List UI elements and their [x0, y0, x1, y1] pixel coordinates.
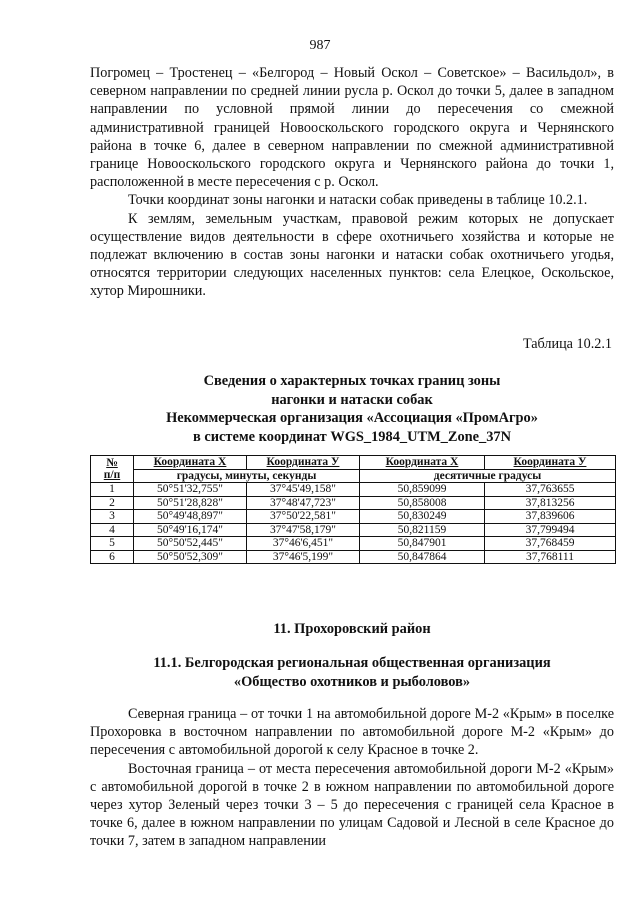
table-title-line-4: в системе координат WGS_1984_UTM_Zone_37N: [192, 428, 512, 445]
table-cell-n: 5: [91, 537, 134, 551]
table-title-line-1: Сведения о характерных точках границ зоны: [203, 373, 501, 389]
table-cell-n: 1: [91, 483, 134, 497]
table-row: [91, 537, 616, 551]
table-cell-x-dms: 50°49'48,897": [134, 510, 247, 524]
table-cell-x-dec: 50,830249: [360, 510, 485, 524]
body-paragraph-1: Северная граница – от точки 1 на автомобильной дороге М-2 «Крым» в поселке Прохоровка в восточном направлении по автомобильной дороге М-2 «Крым» до пересечения с автомобильной дорогой к селу Красное в точке 2.: [90, 706, 614, 759]
table-cell-n: 4: [91, 523, 134, 537]
header-number: [91, 456, 134, 483]
table-row: [91, 523, 616, 537]
subsection-heading: [90, 654, 614, 691]
table-cell-n: 2: [91, 496, 134, 510]
table-cell-y-dec: 37,763655: [485, 483, 616, 497]
table-cell-y-dms: 37°45'49,158": [247, 483, 360, 497]
table-cell-y-dec: 37,813256: [485, 496, 616, 510]
section-heading: 11. Прохоровский район: [273, 621, 431, 637]
table-body: [91, 483, 616, 564]
header-dec-units: десятичные градусы: [360, 469, 616, 483]
table-caption: Таблица 10.2.1: [522, 336, 612, 352]
body-text: [90, 705, 614, 851]
header-number-line-2: п/п: [103, 469, 121, 481]
table-cell-x-dec: 50,859099: [360, 483, 485, 497]
subsection-heading-line-1: 11.1. Белгородская региональная общественная организация: [153, 655, 551, 671]
table-cell-x-dms: 50°51'28,828": [134, 496, 247, 510]
header-y-dms: Координата У: [247, 456, 360, 470]
table-row: [91, 550, 616, 564]
table-cell-x-dec: 50,858008: [360, 496, 485, 510]
subsection-heading-line-2: «Общество охотников и рыболовов»: [233, 673, 471, 690]
table-cell-y-dec: 37,768459: [485, 537, 616, 551]
table-cell-x-dec: 50,821159: [360, 523, 485, 537]
page-number: 987: [309, 38, 331, 53]
table-cell-n: 3: [91, 510, 134, 524]
header-y-dec: Координата У: [485, 456, 616, 470]
table-row: [91, 510, 616, 524]
table-cell-y-dec: 37,839606: [485, 510, 616, 524]
table-title-line-3: Некоммерческая организация «Ассоциация «ПромАгро»: [166, 410, 538, 426]
table-cell-y-dms: 37°46'6,451": [247, 537, 360, 551]
table-cell-x-dec: 50,847901: [360, 537, 485, 551]
coordinates-table: [90, 455, 616, 564]
table-title: [90, 372, 614, 446]
table-row: [91, 483, 616, 497]
table-cell-x-dms: 50°51'32,755": [134, 483, 247, 497]
table-cell-y-dms: 37°48'47,723": [247, 496, 360, 510]
table-cell-x-dms: 50°49'16,174": [134, 523, 247, 537]
table-cell-n: 6: [91, 550, 134, 564]
intro-paragraph-3: К землям, земельным участкам, правовой режим которых не допускает осуществление видов деятельности в сфере охотничьего хозяйства и которые не подлежат включению в состав зоны нагонки и натаски собак охотничьего угодья, относятся территории следующих населенных пунктов: села Елецкое, Оскольское, хутор Мирошники.: [90, 210, 614, 300]
table-units-row: [91, 469, 616, 483]
table-cell-y-dms: 37°50'22,581": [247, 510, 360, 524]
header-x-dec: Координата X: [360, 456, 485, 470]
table-cell-y-dms: 37°47'58,179": [247, 523, 360, 537]
table-header-row: [91, 456, 616, 470]
header-dms-units: градусы, минуты, секунды: [134, 469, 360, 483]
intro-text: [90, 64, 614, 301]
table-title-line-2: нагонки и натаски собак: [271, 391, 433, 408]
body-paragraph-2: Восточная граница – от места пересечения автомобильной дороги М-2 «Крым» с автомобильной дорогой в точке 2 в южном направлении по автомобильной дороге через хутор Зеленый через точки 3 – 5 до пересечения с границей села Красное в точке 6, далее в южном направлении по улицам Садовой и Лесной в селе Красное до точки 7, затем в западном направлении: [90, 760, 614, 850]
intro-paragraph-1: Погромец – Тростенец – «Белгород – Новый Оскол – Советское» – Васильдол», в северном направлении по средней линии русла р. Оскол до точки 5, далее в западном направлении по условной прямой линии до пересечения со смежной административной границей Новооскольского городского округа и Чернянского района в точке 6, далее в северном направлении по смежной административной границе Новооскольского городского округа и Чернянского района до точки 1, расположенной в месте пересечения с р. Оскол.: [90, 65, 614, 191]
table-cell-x-dec: 50,847864: [360, 550, 485, 564]
table-cell-y-dms: 37°46'5,199": [247, 550, 360, 564]
table-cell-y-dec: 37,768111: [485, 550, 616, 564]
table-cell-x-dms: 50°50'52,445": [134, 537, 247, 551]
intro-paragraph-2: Точки координат зоны нагонки и натаски собак приведены в таблице 10.2.1.: [128, 192, 588, 209]
table-cell-x-dms: 50°50'52,309": [134, 550, 247, 564]
table-cell-y-dec: 37,799494: [485, 523, 616, 537]
header-x-dms: Координата X: [134, 456, 247, 470]
header-number-line-1: №: [106, 456, 118, 469]
table-row: [91, 496, 616, 510]
